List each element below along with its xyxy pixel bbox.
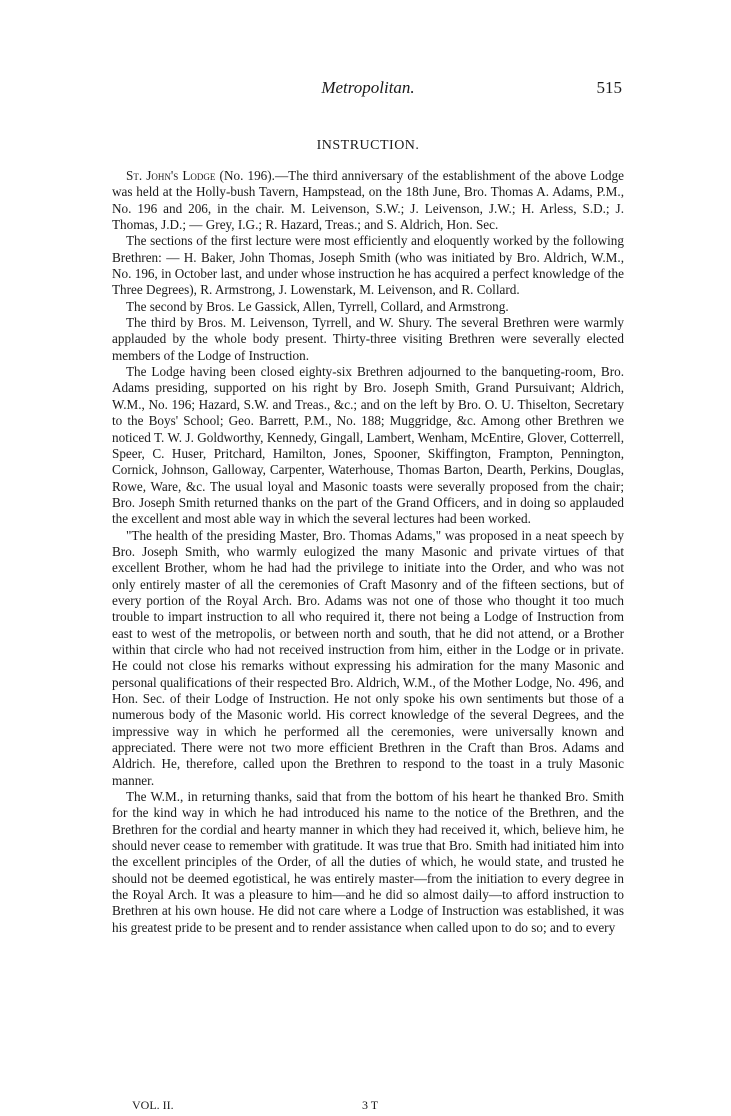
volume-mark: VOL. II.: [132, 1098, 174, 1112]
running-head: [112, 78, 624, 104]
paragraph-reply: The W.M., in returning thanks, said that from the bottom of his heart he thanked Bro. Smith for the kind way in which he had introduced his name to the notice of the Brethren, and the Brethren for the cordial and hearty manner in which they had received it, which, believe him, he should never cease to remember with gratitude. It was true that Bro. Smith had initiated him into the excellent principles of the Order, of all the duties of which, he would state, and trusted he should not be deemed egotistical, he was entirely master—from the initiation to every degree in the Royal Arch. It was a pleasure to him—and he did so almost daily—to afford instruction to Brethren at his own house. He did not care where a Lodge of Instruction was established, it was his greatest pride to be present and to render assistance when called upon to do so; and to every: [112, 789, 624, 935]
paragraph-toast: "The health of the presiding Master, Bro. Thomas Adams," was proposed in a neat speech by Bro. Joseph Smith, who warmly eulogized the many Masonic and private virtues of that excellent Brother, whom he had had the privilege to initiate into the Order, and who was not only entirely master of all the ceremonies of Craft Masonry and of the fifteen sections, but of every portion of the Royal Arch. Bro. Adams was not one of those who thought it too much trouble to impart instruction to all who required it, there not being a Lodge of Instruction from east to west of the metropolis, or between north and south, that he did not attend, or a Brother within that circle who had not received instruction from him, either in the Lodge or in private. He could not close his remarks without expressing his admiration for the many Masonic and personal qualifications of their respected Bro. Aldrich, W.M., of the Mother Lodge, No. 496, and Hon. Sec. of their Lodge of Instruction. He not only spoke his own sentiments but those of a numerous body of the Masonic world. His correct knowledge of the several Degrees, and the impressive way in which he performed all the ceremonies, were universally known and appreciated. There were not two more efficient Brethren in the Craft than Bros. Adams and Aldrich. He, therefore, called upon the Brethren to respond to the toast in a truly Masonic manner.: [112, 527, 624, 788]
paragraph-second-lecture: The second by Bros. Le Gassick, Allen, Tyrrell, Collard, and Armstrong.: [126, 298, 509, 314]
paragraph-first-lecture: The sections of the first lecture were most efficiently and eloquently worked by the following Brethren: — H. Baker, John Thomas, Joseph Smith (who was initiated by Bro. Aldrich, W.M., No. 196, in October last, and under whose instruction he has acquired a perfect knowledge of the Three Degrees), R. Armstrong, J. Lowenstark, M. Leivenson, and R. Collard.: [112, 233, 624, 298]
article-body: [112, 168, 624, 936]
lodge-name: St. John's Lodge: [126, 168, 216, 183]
document-page: [112, 78, 624, 1112]
paragraph-banquet: The Lodge having been closed eighty-six Brethren adjourned to the banqueting-room, Bro. Adams presiding, supported on his right by Bro. Joseph Smith, Grand Pursuivant; Aldrich, W.M., No. 196; Hazard, S.W. and Treas., &c.; and on the left by Bro. O. U. Thiselton, Secretary to the Boys' School; Geo. Barrett, P.M., No. 188; Muggridge, &c. Among other Brethren we noticed T. W. J. Goldworthy, Kennedy, Gingall, Lambert, Wenham, McEntire, Glover, Cotterrell, Speer, C. Huser, Pritchard, Hamilton, Jones, Spooner, Skiffington, Frampton, Pennington, Cornick, Johnson, Galloway, Carpenter, Waterhouse, Thomas Barton, Dearth, Perkins, Douglas, Rowe, Ware, &c. The usual loyal and Masonic toasts were severally proposed from the chair; Bro. Joseph Smith returned thanks on the part of the Grand Officers, and in doing so applauded the excellent and most able way in which the several lectures had been worked.: [112, 364, 624, 527]
page-number: 515: [596, 78, 622, 97]
signature-mark: 3 T: [362, 1098, 379, 1112]
running-title: Metropolitan.: [321, 78, 415, 97]
paragraph-text: (No. 196).—The third anniversary of the establishment of the above Lodge was held at the Holly-bush Tavern, Hampstead, on the 18th June, Bro. Thomas A. Adams, P.M., No. 196 and 206, in the chair. M. Leivenson, S.W.; J. Leivenson, J.W.; H. Arless, S.D.; J. Thomas, J.D.; — Grey, I.G.; R. Hazard, Treas.; and S. Aldrich, Hon. Sec.: [112, 168, 624, 233]
section-title: INSTRUCTION.: [316, 138, 420, 153]
paragraph-anniversary: [112, 168, 624, 233]
paragraph-third-lecture: The third by Bros. M. Leivenson, Tyrrell, and W. Shury. The several Brethren were warmly applauded by the whole body present. Thirty-three visiting Brethren were severally elected members of the Lodge of Instruction.: [112, 315, 624, 363]
